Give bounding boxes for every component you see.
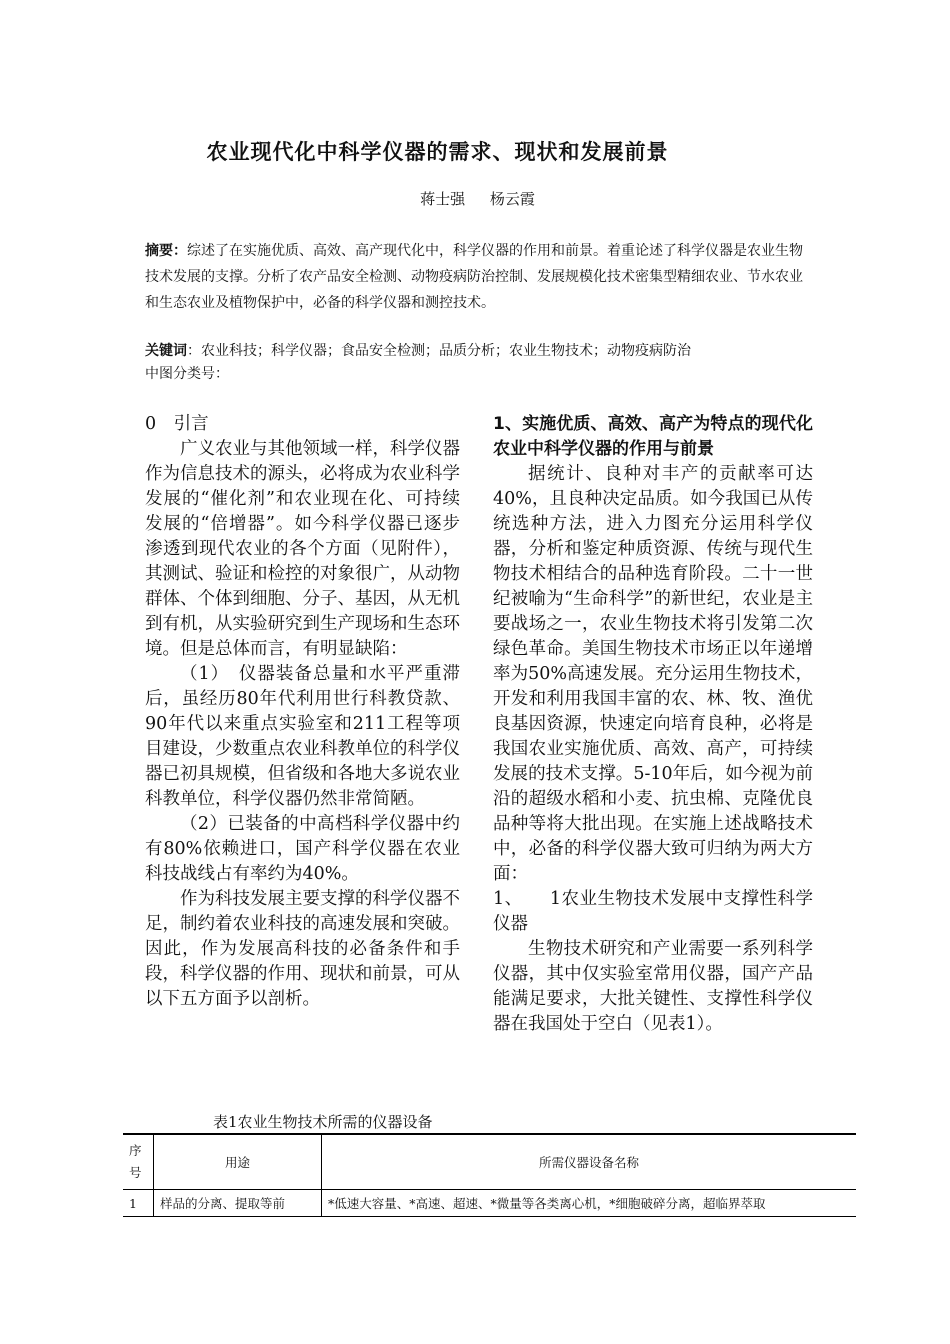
author-name: 杨云霞	[489, 190, 535, 208]
paragraph: （1） 仪器装备总量和水平严重滞后，虽经历80年代利用世行科教贷款、90年代以来重点实验室和211工程等项目建设，少数重点农业科教单位的科学仪器已初具规模，但省级和各地大多说农业科教单位，科学仪器仍然非常简陋。	[145, 664, 460, 809]
cell-use: 样品的分离、提取等前	[154, 1190, 322, 1217]
abstract-label: 摘要：	[145, 243, 187, 259]
table-header-row	[123, 1134, 856, 1190]
header-use: 用途	[154, 1134, 322, 1190]
table-caption: 表1农业生物技术所需的仪器设备	[213, 1113, 433, 1131]
abstract	[145, 238, 809, 316]
keywords-block	[145, 340, 809, 386]
author-name: 蒋士强	[420, 190, 466, 208]
keywords-label: 关键词	[145, 343, 187, 359]
subsection-heading: 1、 1农业生物技术发展中支撑性科学仪器	[493, 889, 813, 934]
paragraph: （2）已装备的中高档科学仪器中约有80%依赖进口，国产科学仪器在农业科技战线占有率约为40%。	[145, 814, 460, 884]
paper-title: 农业现代化中科学仪器的需求、现状和发展前景	[206, 140, 669, 164]
section-heading-1: 1、实施优质、高效、高产为特点的现代化农业中科学仪器的作用与前景	[493, 414, 813, 459]
cell-equipment: *低速大容量、*高速、超速、*微量等各类离心机，*细胞破碎分离，超临界萃取	[322, 1190, 857, 1217]
header-number: 序号	[129, 1143, 142, 1180]
equipment-table	[123, 1133, 856, 1217]
paragraph: 据统计、良种对丰产的贡献率可达40%，且良种决定品质。如今我国已从传统选种方法，进入力图充分运用科学仪器，分析和鉴定种质资源、传统与现代生物技术相结合的品种选育阶段。二十一世纪被喻为“生命科学”的新世纪，农业是主要战场之一，农业生物技术将引发第二次绿色革命。美国生物技术市场正以年递增率为50%高速发展。充分运用生物技术，开发和利用我国丰富的农、林、牧、渔优良基因资源，快速定向培育良种，必将是我国农业实施优质、高效、高产，可持续发展的技术支撑。5-10年后，如今视为前沿的超级水稻和小麦、抗虫棉、克隆优良品种等将大批出现。在实施上述战略技术中，必备的科学仪器大致可归纳为两大方面：	[493, 464, 813, 884]
paragraph: 生物技术研究和产业需要一系列科学仪器，其中仅实验室常用仪器，国产产品能满足要求，大批关键性、支撑性科学仪器在我国处于空白（见表1）。	[493, 939, 813, 1034]
cell-number: 1	[123, 1190, 154, 1217]
left-column	[145, 412, 460, 1012]
section-heading-introduction: 0 引言	[145, 414, 209, 434]
right-column	[493, 412, 813, 1037]
author-list	[0, 188, 950, 209]
header-equipment: 所需仪器设备名称	[322, 1134, 857, 1190]
table-row	[123, 1190, 856, 1217]
keywords-text: ：农业科技；科学仪器；食品安全检测；品质分析；农业生物技术；动物疫病防治	[187, 343, 691, 359]
abstract-text: 综述了在实施优质、高效、高产现代化中，科学仪器的作用和前景。着重论述了科学仪器是农业生物技术发展的支撑。分析了农产品安全检测、动物疫病防治控制、发展规模化技术密集型精细农业、节水农业和生态农业及植物保护中，必备的科学仪器和测控技术。	[145, 243, 803, 311]
paragraph: 作为科技发展主要支撑的科学仪器不足，制约着农业科技的高速发展和突破。因此，作为发展高科技的必备条件和手段，科学仪器的作用、现状和前景，可从以下五方面予以剖析。	[145, 889, 460, 1009]
paragraph: 广义农业与其他领域一样，科学仪器作为信息技术的源头，必将成为农业科学发展的“催化剂”和农业现在化、可持续发展的“倍增器”。如今科学仪器已逐步渗透到现代农业的各个方面（见附件），其测试、验证和检控的对象很广，从动物群体、个体到细胞、分子、基因，从无机到有机，从实验研究到生产现场和生态环境。但是总体而言，有明显缺陷：	[145, 439, 460, 659]
classification-number: 中图分类号：	[145, 366, 229, 382]
